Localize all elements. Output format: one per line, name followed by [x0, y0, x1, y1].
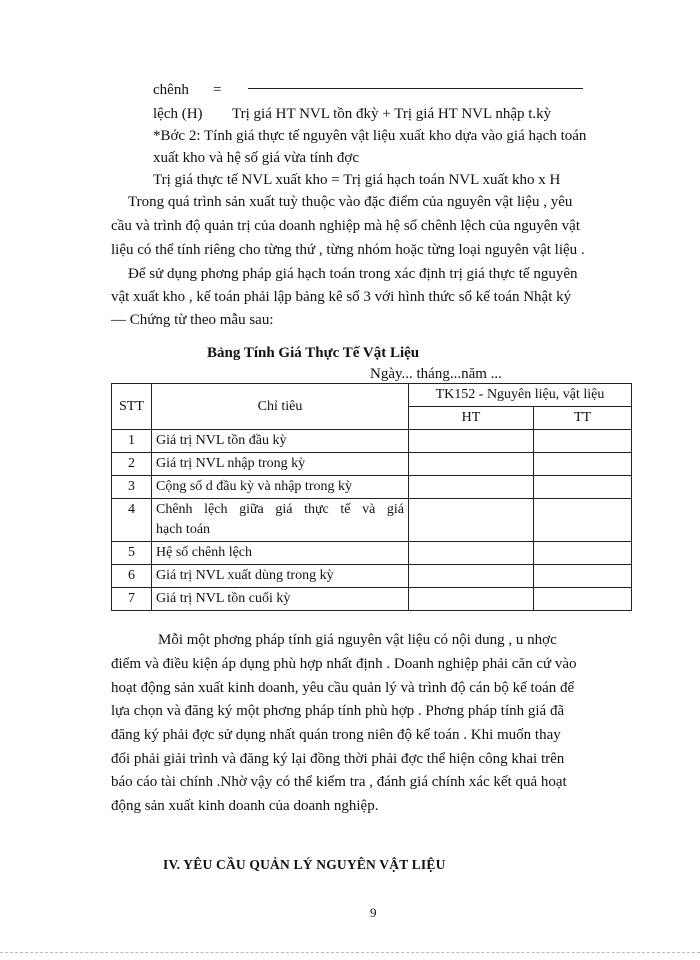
table-row — [112, 453, 632, 476]
row-ht — [409, 565, 534, 588]
section-heading: IV. YÊU CẦU QUẢN LÝ NGUYÊN VẬT LIỆU — [163, 857, 446, 872]
row-tt — [534, 430, 632, 453]
row-item-line-2: hạch toán — [156, 522, 211, 537]
para3-line-2: điểm và điều kiện áp dụng phù hợp nhất định . Doanh nghiệp phải căn cứ vào — [111, 656, 577, 672]
para2-line-2: vật xuất kho , kế toán phải lập bảng kê số 3 với hình thức sổ kế toán Nhật ký — [111, 289, 572, 305]
row-stt: 2 — [112, 453, 152, 476]
table-row — [112, 499, 632, 542]
row-tt — [534, 476, 632, 499]
row-stt: 6 — [112, 565, 152, 588]
table-row — [112, 430, 632, 453]
row-ht — [409, 588, 534, 611]
row-ht — [409, 453, 534, 476]
row-item: Giá trị NVL tồn đầu kỳ — [152, 430, 409, 453]
row-tt — [534, 453, 632, 476]
para3-line-3: hoạt động sản xuất kinh doanh, yêu cầu quản lý và trình độ cán bộ kế toán để — [111, 680, 575, 696]
row-stt: 4 — [112, 499, 152, 542]
header-tt: TT — [534, 407, 632, 430]
formula-2: Trị giá thực tế NVL xuất kho = Trị giá hạch toán NVL xuất kho x H — [153, 172, 561, 188]
fraction-line — [248, 88, 583, 89]
row-stt: 5 — [112, 542, 152, 565]
row-item — [152, 499, 409, 542]
table-row — [112, 565, 632, 588]
table-title: Bảng Tính Giá Thực Tế Vật Liệu — [207, 345, 420, 361]
row-tt — [534, 499, 632, 542]
row-item: Giá trị NVL tồn cuối kỳ — [152, 588, 409, 611]
para3-line-1: Mỗi một phơng pháp tính giá nguyên vật liệu có nội dung , u nhợc — [158, 632, 557, 648]
header-group: TK152 - Nguyên liệu, vật liệu — [409, 384, 632, 407]
row-item: Cộng số d đầu kỳ và nhập trong kỳ — [152, 476, 409, 499]
header-item: Chỉ tiêu — [152, 384, 409, 430]
para3-line-6: đổi phải giải trình và đăng ký lại đồng thời phải đợc thể hiện công khai trên — [111, 751, 565, 767]
formula-left-a: chênh — [153, 82, 189, 98]
row-stt: 7 — [112, 588, 152, 611]
row-item: Giá trị NVL nhập trong kỳ — [152, 453, 409, 476]
para1-line-2: cầu và trình độ quản trị của doanh nghiệp mà hệ số chênh lệch của nguyên vật — [111, 218, 581, 234]
page-number: 9 — [370, 905, 377, 920]
formula-equals: = — [213, 82, 222, 98]
page-footer-divider — [0, 952, 700, 953]
row-tt — [534, 588, 632, 611]
para3-line-4: lựa chọn và đăng ký một phơng pháp tính phù hợp . Phơng pháp tính giá đã — [111, 703, 565, 719]
para3-line-5: đăng ký phải đợc sử dụng nhất quán trong niên độ kế toán . Khi muốn thay — [111, 727, 561, 743]
price-table — [111, 383, 632, 611]
row-tt — [534, 542, 632, 565]
step2-line-1: *Bớc 2: Tính giá thực tế nguyên vật liệu xuất kho dựa vào giá hạch toán — [153, 128, 587, 144]
formula-left-b: lệch (H) — [153, 106, 203, 122]
header-stt: STT — [112, 384, 152, 430]
row-item-line-1: Chênh lệch giữa giá thực tế và giá — [156, 502, 404, 517]
row-item: Giá trị NVL xuất dùng trong kỳ — [152, 565, 409, 588]
para1-line-1: Trong quá trình sản xuất tuỳ thuộc vào đặc điểm của nguyên vật liệu , yêu — [128, 194, 573, 210]
table-row — [112, 588, 632, 611]
header-ht: HT — [409, 407, 534, 430]
step2-line-2: xuất kho và hệ số giá vừa tính đợc — [153, 150, 360, 166]
para3-line-8: động sản xuất kinh doanh của doanh nghiệp. — [111, 798, 379, 814]
para2-line-1: Để sử dụng phơng pháp giá hạch toán trong xác định trị giá thực tế nguyên — [128, 266, 578, 282]
formula-denominator: Trị giá HT NVL tồn đkỳ + Trị giá HT NVL nhập t.kỳ — [232, 106, 552, 122]
row-ht — [409, 542, 534, 565]
row-ht — [409, 499, 534, 542]
table-row — [112, 542, 632, 565]
para1-line-3: liệu có thể tính riêng cho từng thứ , từng nhóm hoặc từng loại nguyên vật liệu . — [111, 242, 585, 258]
row-ht — [409, 430, 534, 453]
para3-line-7: báo cáo tài chính .Nhờ vậy có thể kiểm tra , đánh giá chính xác kết quả hoạt — [111, 774, 567, 790]
row-stt: 1 — [112, 430, 152, 453]
para2-line-3: — Chứng từ theo mẫu sau: — [111, 312, 274, 328]
row-tt — [534, 565, 632, 588]
table-date-line: Ngày... tháng...năm ... — [370, 366, 502, 382]
row-stt: 3 — [112, 476, 152, 499]
table-row — [112, 476, 632, 499]
table-header-row — [112, 384, 632, 407]
row-item: Hệ số chênh lệch — [152, 542, 409, 565]
row-ht — [409, 476, 534, 499]
